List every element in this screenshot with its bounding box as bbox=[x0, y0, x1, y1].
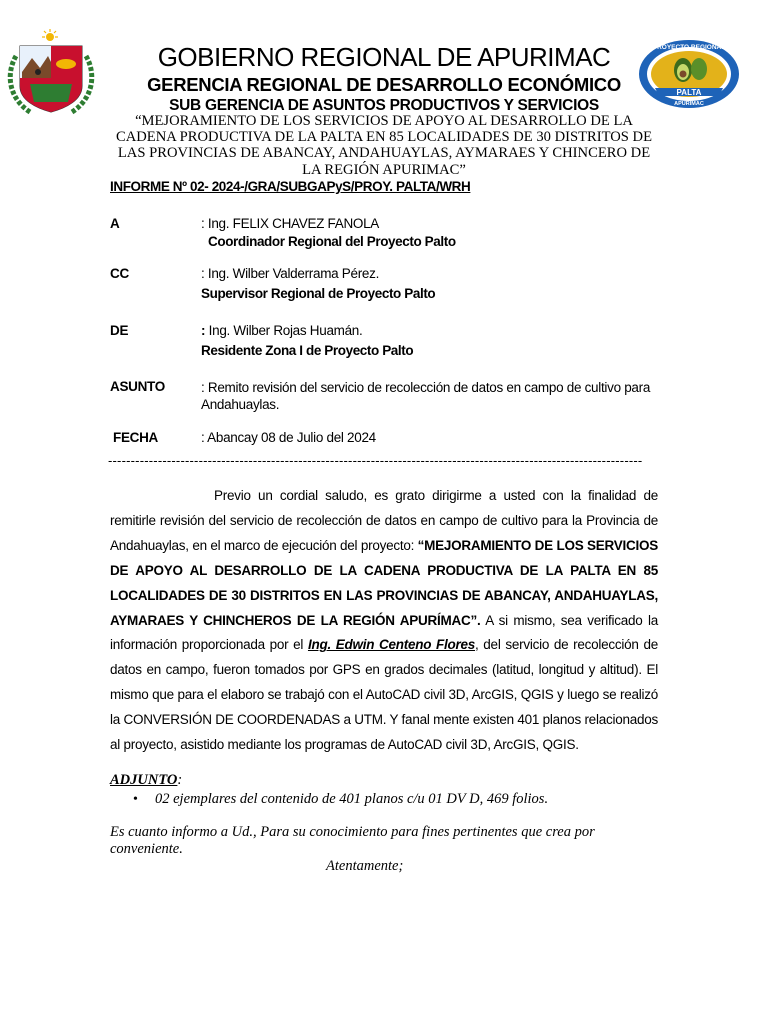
management-title: GERENCIA REGIONAL DE DESARROLLO ECONÓMICO bbox=[147, 74, 621, 95]
org-title: GOBIERNO REGIONAL DE APURIMAC bbox=[157, 42, 611, 72]
to-label: A bbox=[110, 216, 120, 231]
signoff-text: Atentamente; bbox=[326, 858, 404, 874]
subject-text: : Remito revisión del servicio de recolección de datos en campo de cultivo para Andahuaylas. bbox=[201, 380, 651, 412]
project-title: “MEJORAMIENTO DE LOS SERVICIOS DE APOYO AL DESARROLLO DE LA CADENA PRODUCTIVA DE LA PALTA EN 85 LOCALIDADES DE 30 DISTRITOS DE LAS PROVINCIAS DE ABANCAY, ANDAHUAYLAS, AYMARAES Y CHINCERO DE LA REGIÓN APURIMAC” bbox=[116, 113, 652, 178]
from-colon: : bbox=[201, 323, 206, 338]
body-details: , del servicio de recolección de datos en campo, fueron tomados por GPS en grados decimales (latitud, longitud y altitud). El mismo que para el elaboro se trabajó con el AutoCAD civil 3D, ArcGIS, QGIS y luego se realizó la CONVERSIÓN DE COORDENADAS a UTM. Y fanal mente existen 401 planos relacionados al proyecto, asistido mediante los programas de AutoCAD civil 3D, ArcGIS, QGIS. bbox=[110, 637, 658, 753]
from-role: Residente Zona I de Proyecto Palto bbox=[201, 343, 414, 358]
separator-line: ---------------------------------------------------------------------------------------------------------------------- bbox=[108, 453, 643, 468]
from-name-text: Ing. Wilber Rojas Huamán. bbox=[205, 323, 363, 338]
sun-icon bbox=[42, 29, 58, 41]
body-intro: Previo un cordial saludo, es grato dirigirme a usted con la finalidad de remitirle revisión del servicio de recolección de datos en campo de cultivo para la Provincia de Andahuaylas, en el marco de ejecución del proyecto: bbox=[110, 488, 658, 553]
subject-label: ASUNTO bbox=[110, 379, 165, 394]
palta-ribbon-text: PALTA bbox=[676, 88, 702, 97]
attachment-item: 02 ejemplares del contenido de 401 planos c/u 01 DV D, 469 folios. bbox=[155, 791, 549, 807]
seal-bottom-text: APURIMAC bbox=[674, 101, 704, 107]
from-label: DE bbox=[110, 323, 129, 338]
to-name: : Ing. FELIX CHAVEZ FANOLA bbox=[201, 216, 380, 231]
body-verification: A si mismo, sea verificado la información proporcionada por el bbox=[110, 612, 658, 653]
body-project-name: “MEJORAMIENTO DE LOS SERVICIOS DE APOYO AL DESARROLLO DE LA CADENA PRODUCTIVA DE LA PALTA EN 85 LOCALIDADES DE 30 DISTRITOS EN LAS PROVINCIAS DE ABANCAY, ANDAHUAYLAS, AYMARAES Y CHINCHEROS DE LA REGIÓN APURÍMAC”. bbox=[110, 537, 659, 628]
seal-top-text: PROYECTO REGIONAL bbox=[652, 44, 726, 51]
report-number: INFORME Nº 02- 2024-/GRA/SUBGAPyS/PROY. PALTA/WRH bbox=[110, 179, 471, 194]
cc-label: CC bbox=[110, 266, 129, 281]
body-person-name: Ing. Edwin Centeno Flores bbox=[307, 637, 476, 653]
date-label: FECHA bbox=[113, 430, 158, 445]
closing-text: Es cuanto informo a Ud., Para su conocimiento para fines pertinentes que crea por conveniente. bbox=[110, 824, 595, 857]
sub-management-title: SUB GERENCIA DE ASUNTOS PRODUCTIVOS Y SERVICIOS bbox=[169, 97, 599, 114]
date-text: : Abancay 08 de Julio del 2024 bbox=[201, 430, 376, 445]
cc-role: Supervisor Regional de Proyecto Palto bbox=[201, 286, 436, 301]
bullet-icon: • bbox=[133, 792, 138, 807]
from-name bbox=[201, 323, 362, 338]
attachment-label: ADJUNTO: bbox=[110, 772, 183, 788]
to-role: Coordinador Regional del Proyecto Palto bbox=[208, 234, 456, 249]
body-paragraph bbox=[110, 484, 658, 758]
cc-name: : Ing. Wilber Valderrama Pérez. bbox=[201, 266, 380, 281]
